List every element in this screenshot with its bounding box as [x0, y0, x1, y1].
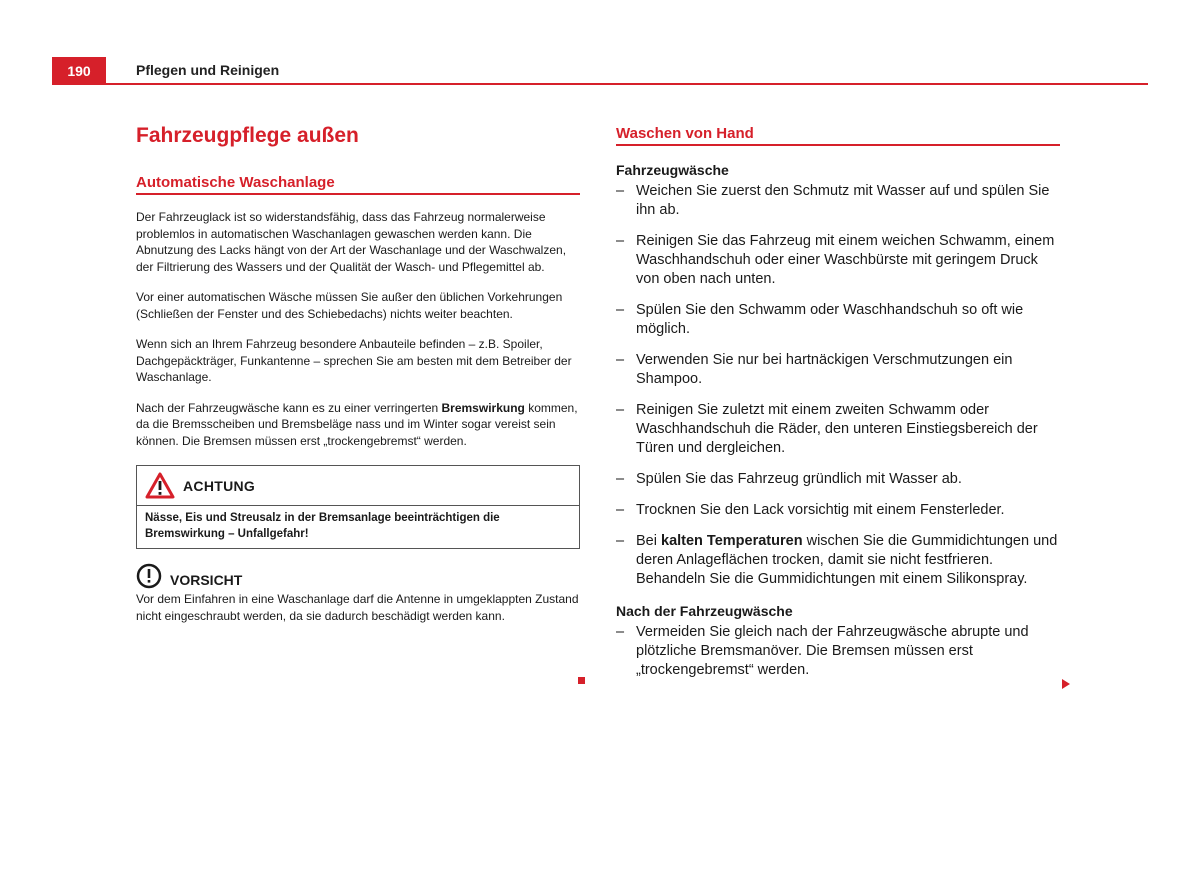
dash-marker: – [616, 352, 625, 368]
sub-heading-after-wash: Nach der Fahrzeugwäsche [616, 603, 793, 619]
instruction-list [616, 182, 1060, 589]
list-item [616, 401, 1060, 458]
dash-marker: – [616, 183, 625, 199]
dash-marker: – [616, 402, 625, 418]
list-item-text: Spülen Sie den Schwamm oder Waschhandschuh so oft wie möglich. [636, 302, 1024, 337]
section-heading-hand-wash: Waschen von Hand [616, 125, 1060, 146]
warning-text: Nässe, Eis und Streusalz in der Bremsanlage beeinträchtigen die Bremswirkung – Unfallgefahr! [145, 512, 500, 540]
end-square-icon [578, 677, 585, 684]
warning-triangle-icon [145, 472, 175, 499]
list-item [616, 232, 1060, 289]
chapter-title: Fahrzeugpflege außen [136, 124, 359, 147]
warning-box [136, 465, 580, 549]
list-item-text: Reinigen Sie das Fahrzeug mit einem weichen Schwamm, einem Waschhandschuh oder einer Waschbürste mit geringem Druck von oben nach unten. [636, 233, 1055, 287]
list-item [616, 301, 1060, 339]
list-item-text: Trocknen Sie den Lack vorsichtig mit einem Fensterleder. [636, 502, 1005, 518]
list-item-text: Spülen Sie das Fahrzeug gründlich mit Wasser ab. [636, 471, 962, 487]
caution-header [136, 563, 580, 589]
emphasis-cold-temperatures: kalten Temperaturen [661, 533, 803, 549]
warning-title: ACHTUNG [183, 477, 256, 494]
list-item-text: Reinigen Sie zuletzt mit einem zweiten Schwamm oder Waschhandschuh die Räder, den unteren Einstiegsbereich der Türen und dergleichen. [636, 402, 1038, 456]
right-column [616, 120, 1060, 680]
section-heading-automatic-wash: Automatische Waschanlage [136, 174, 580, 195]
list-item [616, 351, 1060, 389]
instruction-list [616, 623, 1060, 680]
warning-header [137, 466, 579, 506]
paragraph-text: kommen, da die Bremsscheiben und Bremsbeläge nass und im Winter sogar vereist sein können. Die Bremsen müssen erst „trockengebremst“ werden. [136, 400, 578, 448]
list-item-text: Bei [636, 533, 661, 549]
list-item [616, 182, 1060, 220]
paragraph: Wenn sich an Ihrem Fahrzeug besondere Anbauteile befinden – z.B. Spoiler, Dachgepäckträger, Funkantenne – sprechen Sie am besten mit dem Betreiber der Waschanlage. [136, 337, 572, 384]
list-item-cold-temperatures [616, 532, 1060, 589]
paragraph: Vor einer automatischen Wäsche müssen Sie außer den üblichen Vorkehrungen (Schließen der Fenster und des Schiebedachs) nichts weiter beachten. [136, 290, 563, 321]
paragraph: Der Fahrzeuglack ist so widerstandsfähig, dass das Fahrzeug normalerweise problemlos in automatischen Waschanlagen gewaschen werden kann. Die Abnutzung des Lacks hängt von der Art der Waschanlage und der Waschwalzen, der Filtrierung des Wassers und der Qualität der Wasch- und Pflegemittel ab. [136, 210, 567, 274]
page-number: 190 [52, 57, 106, 85]
sub-heading-vehicle-wash: Fahrzeugwäsche [616, 162, 729, 178]
list-item [616, 623, 1060, 680]
header-rule [52, 83, 1148, 85]
list-item-text: Weichen Sie zuerst den Schmutz mit Wasser auf und spülen Sie ihn ab. [636, 183, 1050, 218]
dash-marker: – [616, 624, 625, 640]
caution-title: VORSICHT [170, 572, 243, 588]
list-item-text: Verwenden Sie nur bei hartnäckigen Verschmutzungen ein Shampoo. [636, 352, 1013, 387]
continue-arrow-icon [1062, 679, 1070, 689]
list-item-text: wischen Sie die Gummidichtungen und deren Anlageflächen trocken, damit sie nicht festfrieren. Behandeln Sie die Gummidichtungen mit einem Silikonspray. [636, 533, 1058, 587]
dash-marker: – [616, 471, 625, 487]
running-title: Pflegen und Reinigen [136, 62, 280, 78]
dash-marker: – [616, 233, 625, 249]
emphasis-bremswirkung: Bremswirkung [441, 400, 525, 415]
brake-paragraph [136, 400, 580, 450]
dash-marker: – [616, 302, 625, 318]
dash-marker: – [616, 502, 625, 518]
dash-marker: – [616, 533, 625, 549]
paragraph-text: Nach der Fahrzeugwäsche kann es zu einer verringerten [136, 400, 442, 415]
caution-text: Vor dem Einfahren in eine Waschanlage darf die Antenne in umgeklappten Zustand nicht eingeschraubt werden, da sie dadurch beschädigt werden kann. [136, 592, 579, 623]
list-item [616, 501, 1060, 520]
list-item [616, 470, 1060, 489]
left-column [136, 120, 580, 624]
list-item-text: Vermeiden Sie gleich nach der Fahrzeugwäsche abrupte und plötzliche Bremsmanöver. Die Bremsen müssen erst „trockengebremst“ werden. [636, 624, 1029, 678]
exclamation-circle-icon [136, 563, 162, 589]
